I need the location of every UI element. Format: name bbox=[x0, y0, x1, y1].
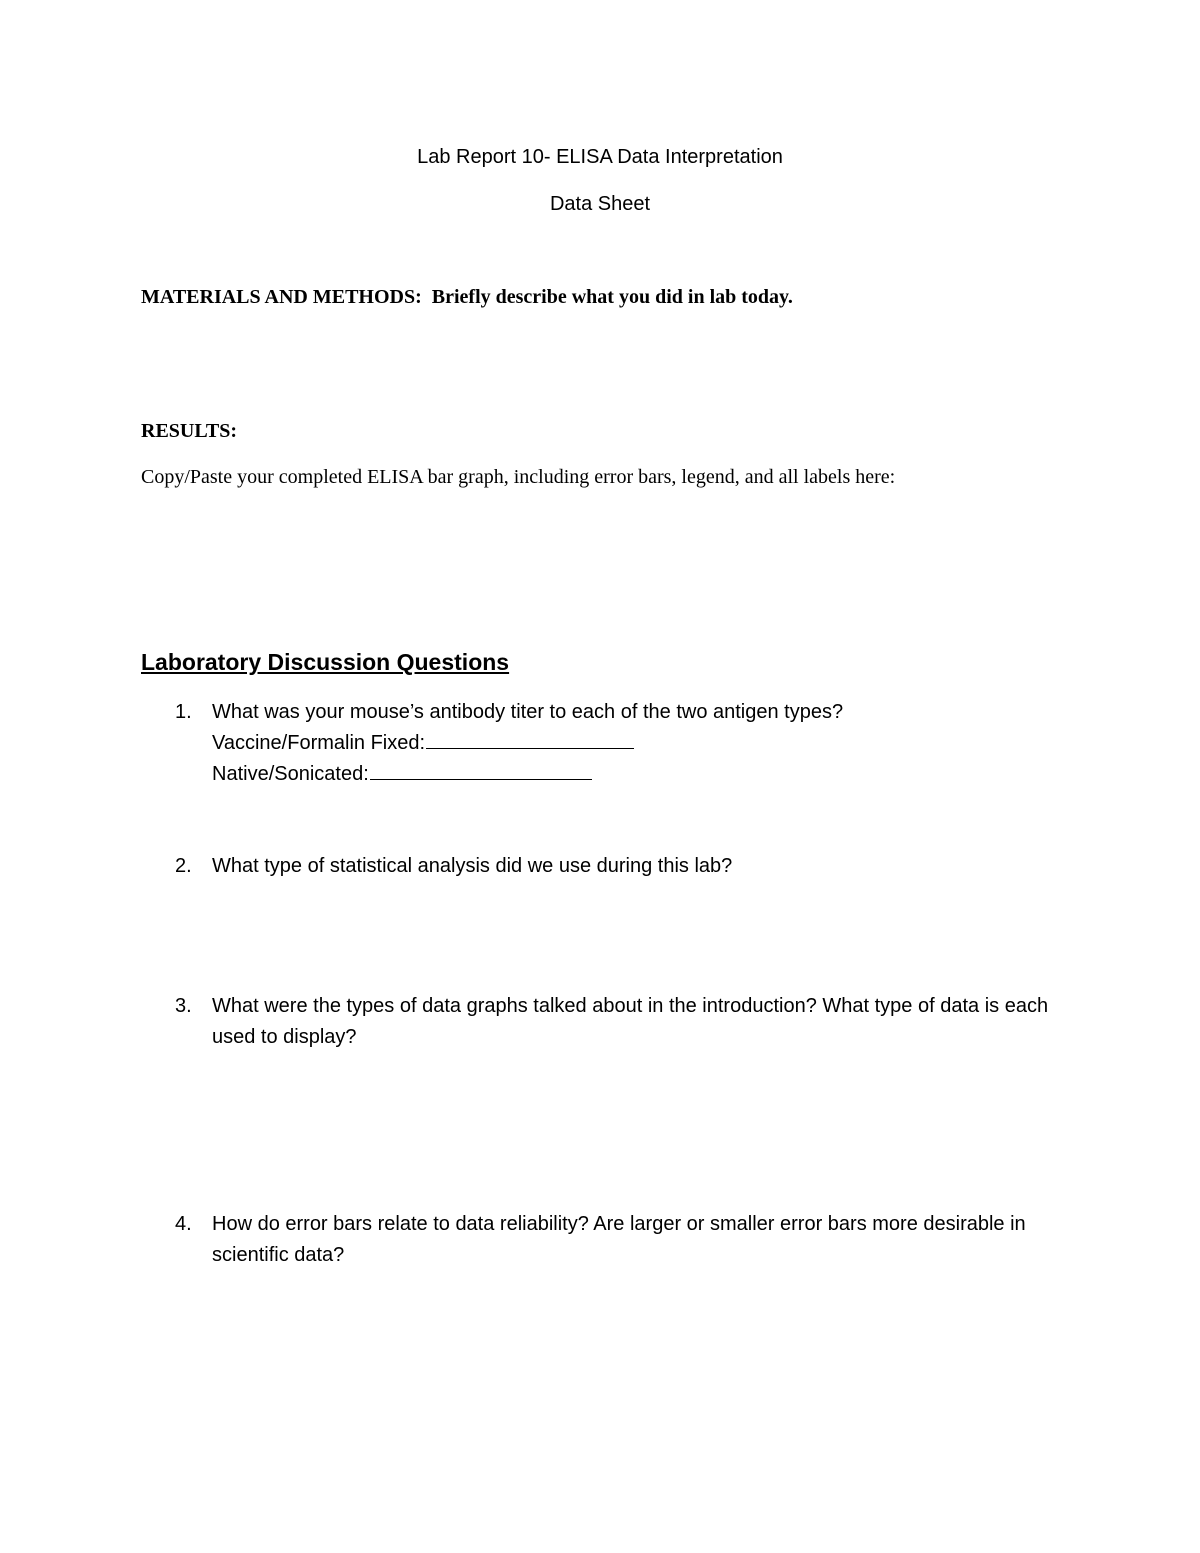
materials-methods-section bbox=[141, 285, 793, 309]
vaccine-formalin-label: Vaccine/Formalin Fixed: bbox=[212, 732, 426, 754]
question-1-text: What was your mouse’s antibody titer to each of the two antigen types? bbox=[212, 701, 844, 723]
results-label: RESULTS: bbox=[141, 420, 237, 442]
question-4-number: 4. bbox=[175, 1213, 192, 1235]
question-1-sub-native bbox=[212, 759, 592, 790]
question-4-text: How do error bars relate to data reliability? Are larger or smaller error bars more desirable in scientific data? bbox=[212, 1213, 1026, 1266]
document-subtitle: Data Sheet bbox=[549, 193, 651, 215]
question-1-number: 1. bbox=[175, 701, 192, 723]
question-3-number: 3. bbox=[175, 995, 192, 1017]
question-1-sub-vaccine bbox=[212, 728, 634, 759]
materials-methods-label: MATERIALS AND METHODS: bbox=[141, 286, 422, 308]
materials-methods-prompt: Briefly describe what you did in lab today. bbox=[431, 286, 793, 308]
document-title: Lab Report 10- ELISA Data Interpretation bbox=[417, 146, 783, 168]
question-2-number: 2. bbox=[175, 855, 192, 877]
discussion-heading: Laboratory Discussion Questions bbox=[141, 649, 510, 675]
vaccine-formalin-answer-line[interactable] bbox=[426, 728, 634, 749]
native-sonicated-label: Native/Sonicated: bbox=[212, 763, 369, 785]
question-3-text: What were the types of data graphs talked about in the introduction? What type of data is each used to display? bbox=[212, 995, 1049, 1048]
results-instruction: Copy/Paste your completed ELISA bar graph, including error bars, legend, and all labels here: bbox=[141, 466, 896, 488]
native-sonicated-answer-line[interactable] bbox=[370, 759, 592, 780]
question-2-text: What type of statistical analysis did we use during this lab? bbox=[212, 855, 733, 877]
